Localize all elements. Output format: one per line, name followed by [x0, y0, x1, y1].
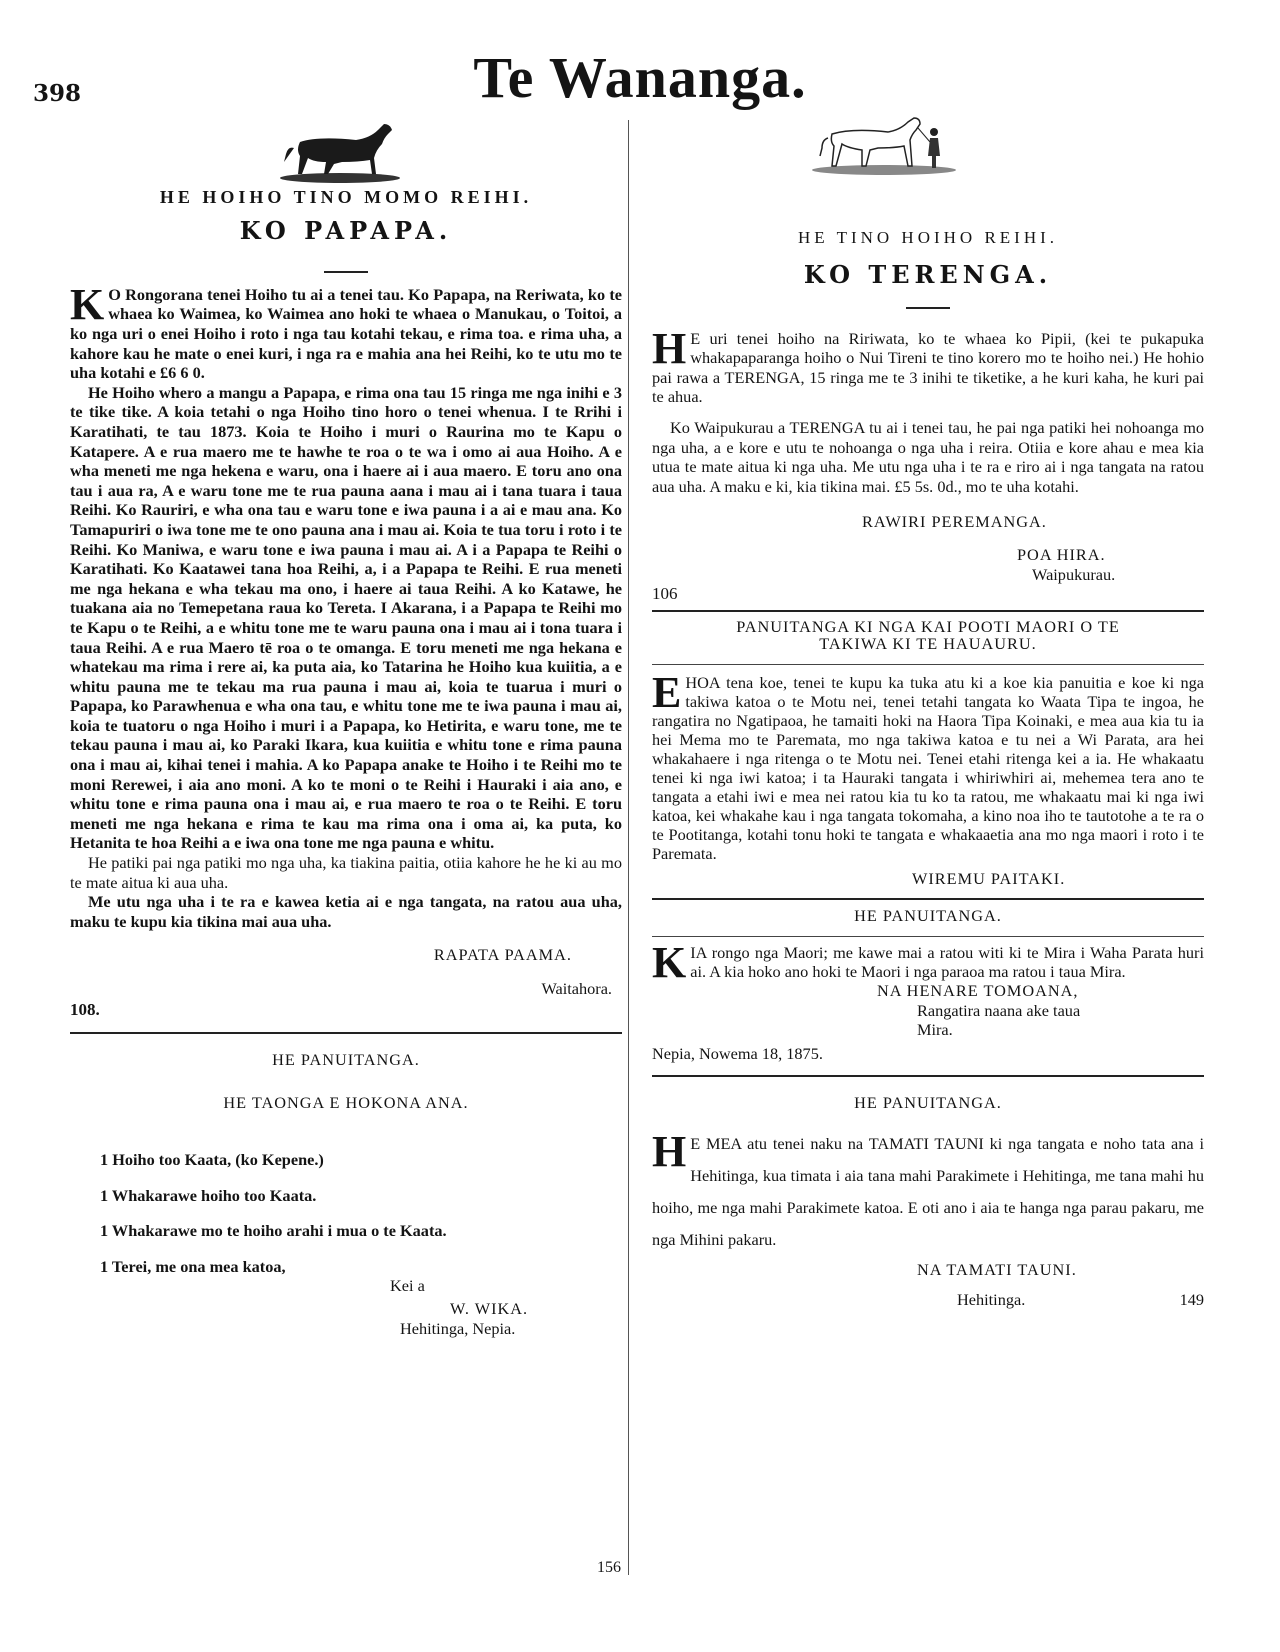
ad-number: 156: [597, 1559, 621, 1576]
sale-items-list: [70, 1150, 622, 1276]
horse-ad-heading: HE HOIHO TINO MOMO REIHI.: [159, 187, 533, 207]
paragraph-text: HOA tena koe, tenei te kupu ka tuka atu ki a koe kia panuitia e koe ki nga takiwa katoa o te Motu nei, tenei tetahi tangata ko Waata Tipa te ingoa, he rangatira no Ngatipaoa, he tamaiti hoki na Haora Tipa Koinaki, e mea aua kia tu ia hei Mema mo te Paremata, mo nga takiwa katoa e tu nei a Wi Parata, ara hei whakahaere i nga ritenga o te Motu nei. Tenei etahi ritenga kei a ia. He whakaatu tenei ki nga iwi katoa; i ta Hauraki tangata i whiriwhiri ai, mehemea tera ano te tangata a etahi iwi e mea nei ratou kia tu ko ta ratou, me whakaatu mai ki nga iwi katoa, kei whakahe kau i nga tangata tokomaha, a kino noa iho te tautotohe a te ra o te Pootitanga, kotahi tonu hoki te tangata e whakaaetia ana mo nga maori i roto i te Paremata.: [652, 672, 1204, 863]
paragraph-text: IA rongo nga Maori; me kawe mai a ratou witi ki te Mira i Waha Parata huri ai. A kia hoko ano hoki te Maori i nga paraoa ma ratou i taua Mira.: [690, 942, 1204, 981]
section-rule: [652, 664, 1204, 665]
horse-ad-paragraph: Me utu nga uha i te ra e kawea ketia ai e nga tangata, na ratou aua uha, maku te kupu kia tikina mai aua uha.: [70, 892, 622, 931]
paragraph-text: E uri tenei hoiho na Ririwata, ko te whaea ko Pipii, (kei te pukapuka whakapaparanga hoiho o Nui Tireni te tino korero mo te hoiho nei.) He hohio pai rawa a TERENGA, 15 ringa me te 3 inihi te tiketike, a he kuri kaha, he kuri pai te ahua.: [652, 328, 1204, 407]
election-notice-heading: TAKIWA KI TE HAUAURU.: [819, 633, 1037, 653]
masthead-title: Te Wananga.: [473, 45, 807, 110]
section-rule: [652, 898, 1204, 900]
drop-cap: E: [652, 667, 682, 717]
signature: RAPATA PAAMA.: [433, 945, 572, 965]
section-rule: [652, 1075, 1204, 1077]
horse-ad-paragraph: Ko Waipukurau a TERENGA tu ai i tenei tau, he pai nga patiki hei nohoanga mo nga uha, a e kore e utu te nohoanga o nga uha i reira. Otiia e kore ahau e mea kia utua te mate aitua ki nga uha. Me utu nga uha i te ra e riro ai i nga tangata na ratou aua uha. A maku e ki, kia tikina mai. £5 5s. 0d., mo te uha kotahi.: [652, 418, 1204, 496]
election-notice-heading: PANUITANGA KI NGA KAI POOTI MAORI O TE: [736, 616, 1120, 636]
list-item: 1 Whakarawe mo te hoiho arahi i mua o te Kaata.: [100, 1221, 447, 1241]
short-rule: [324, 271, 368, 273]
list-item: 1 Terei, me ona mea katoa,: [100, 1256, 286, 1276]
page-number: 398: [33, 80, 82, 107]
section-rule: [70, 1032, 622, 1034]
drop-cap: K: [652, 937, 687, 987]
sale-ad-subheading: HE TAONGA E HOKONA ANA.: [223, 1093, 469, 1113]
mill-notice-body: [652, 937, 1204, 987]
section-rule: [652, 936, 1204, 937]
place-name: Hehitinga.: [957, 1289, 1026, 1309]
horse-ad-paragraph: He Hoiho whero a mangu a Papapa, e rima ona tau 15 ringa me nga inihi e 3 te tike tike. A koia tetahi o nga Hoiho tino horo o tenei whenua. I te Rrihi i Karatihati, te tau 1873. Koia te Hoiho i muri o Raurina mo te Kapu o Katapere. A e rua maero me te hawhe te roa o te wa i omo ai aua Hoiho. A e wha meneti me nga hekena e waru, ona i haere ai i aua maero. E toru ano ona tau i aua ra, A e waru tone me te rua pauna aana i mau ai i tana tuara i taua Reihi. Ko Rauriri, e wha ona tau e waru tone e iwa pauna i a ai e mau ana. Ko Tamapuriri o iwa tone me te ono pauna ana i mau ai. Koia te tua toru i roto i te Reihi. Ko Maniwa, e waru tone e iwa pauna i mau ai. A i a Papapa te Reihi o Karatihati. Ko Kaatawei tana hoa Reihi, a, i a Papapa te Reihi. E rua meneti me nga hekana e wha tekau ma ono, i haere ai taua Reihi. A ko Katawe, he tuakana aia no Temepetana raua ko Tereta. I Akarana, i a Papapa te Reihi mo te Kapu o te Reihi, a e whitu tone me te waru pauna ona i mau ai i tona tuara i taua Reihi. A e rua Maero tē roa o te omanga. E toru meneti me nga hekana e whatekau ma rima i rere ai, ka puta aia, ko Tatarina he Hoiho kua kuiitia, a e whitu pauna me te tekau ma rua pauna i mau ai, koia te tuarua i muri o Papapa, ko Parawhenua e wha ona tau, e whitu tone me te iwa pauna i mau ai, koia te tuatoru o nga Hoiho i muri i a Papapa, ko Hetirita, e waru tone, me te tekau pauna i mau ai, ko Paraki Ikara, kua kuiitia e whitu tone e rima pauna ona i mau ai, kihai tenei i mahia. A ko Papapa anake te Hoiho i te Reihi mo te moni Rerewei, i aia ano moni. A ko te moni o te Reihi i Hauraki i aia ano, e whitu tone e rima pauna ona i mau ai, e rua maero te roa o te Reihi. E toru meneti me nga hekana e rima te kau ma rima ona i oma ai, ka puta, ko Hetanita te hoa Reihi a e iwa ona tone me nga pauna e whitu.: [70, 382, 622, 853]
footer-line: [652, 1290, 1204, 1309]
title-text: Rangatira naana ake taua: [917, 1000, 1081, 1020]
sale-ad-heading: HE PANUITANGA.: [272, 1049, 420, 1069]
horse-ad-paragraph: [70, 279, 622, 383]
signature: RAWIRI PEREMANGA.: [862, 512, 1047, 532]
signature: NA HENARE TOMOANA,: [877, 981, 1079, 1001]
blacksmith-notice-body: [652, 1128, 1204, 1256]
list-item: 1 Whakarawe hoiho too Kaata.: [100, 1185, 317, 1205]
blacksmith-notice-heading: HE PANUITANGA.: [854, 1092, 1002, 1112]
horse-ad-title: KO TERENGA.: [803, 260, 1053, 290]
paragraph-text: O Rongorana tenei Hoiho tu ai a tenei tau. Ko Papapa, na Reriwata, ko te whaea ko Waimea, ko Waimea ano hoki te whaea o Manukau, o Toitoi, a ko nga uri o enei Hoiho i roto i nga tau kotahi tekau, e rima toa. e rima uha, a kahore kau he mate o enei kuri, i nga ra e mahia ana hei Reihi, ko te utu mo te uha kotahi e £6 6 0.: [70, 284, 622, 383]
short-rule: [906, 307, 950, 309]
signature: W. WIKA.: [450, 1299, 529, 1319]
signature: POA HIRA.: [1017, 545, 1106, 565]
horse-and-handler-illustration: [808, 116, 960, 176]
drop-cap: K: [70, 279, 105, 329]
left-column: [70, 188, 622, 1338]
mill-notice-heading: HE PANUITANGA.: [854, 906, 1002, 926]
section-rule: [652, 610, 1204, 612]
horse-ad-paragraph: [652, 323, 1204, 407]
drop-cap: H: [652, 1127, 687, 1177]
signature: NA TAMATI TAUNI.: [917, 1260, 1077, 1280]
kei-a-text: Kei a: [390, 1276, 425, 1296]
horse-ad-paragraph: He patiki pai nga patiki mo nga uha, ka tiakina paitia, otiia kahore he he ki au mo te mate aitua ki aua uha.: [70, 853, 622, 892]
column-divider: [628, 120, 629, 1575]
ad-number: 149: [1179, 1289, 1204, 1309]
ad-number: 106: [652, 584, 678, 604]
horse-illustration: [278, 118, 402, 184]
list-item: 1 Hoiho too Kaata, (ko Kepene.): [100, 1150, 324, 1170]
horse-ad-title: KO PAPAPA.: [239, 216, 453, 246]
place-date: Nepia, Nowema 18, 1875.: [652, 1043, 823, 1063]
ad-number: 108.: [70, 1000, 100, 1020]
horse-ad-heading: HE TINO HOIHO REIHI.: [797, 228, 1059, 247]
right-column: [652, 228, 1204, 1309]
drop-cap: H: [652, 323, 687, 373]
place-name: Waitahora.: [541, 978, 612, 998]
place-name: Hehitinga, Nepia.: [400, 1318, 516, 1338]
place-name: Waipukurau.: [1032, 564, 1116, 584]
paragraph-text: E MEA atu tenei naku na TAMATI TAUNI ki nga tangata e noho tata ana i Hehitinga, kua timata i aia tana mahi Parakimete i Hehitinga, me tana mahi hu hoiho, me nga mahi Parakimete katoa. E oti ano i aia te hanga nga parau pakaru, me nga Mihini pakaru.: [652, 1134, 1204, 1250]
signature: WIREMU PAITAKI.: [912, 868, 1066, 888]
election-notice-body: [652, 667, 1204, 863]
title-text: Mira.: [917, 1020, 953, 1040]
